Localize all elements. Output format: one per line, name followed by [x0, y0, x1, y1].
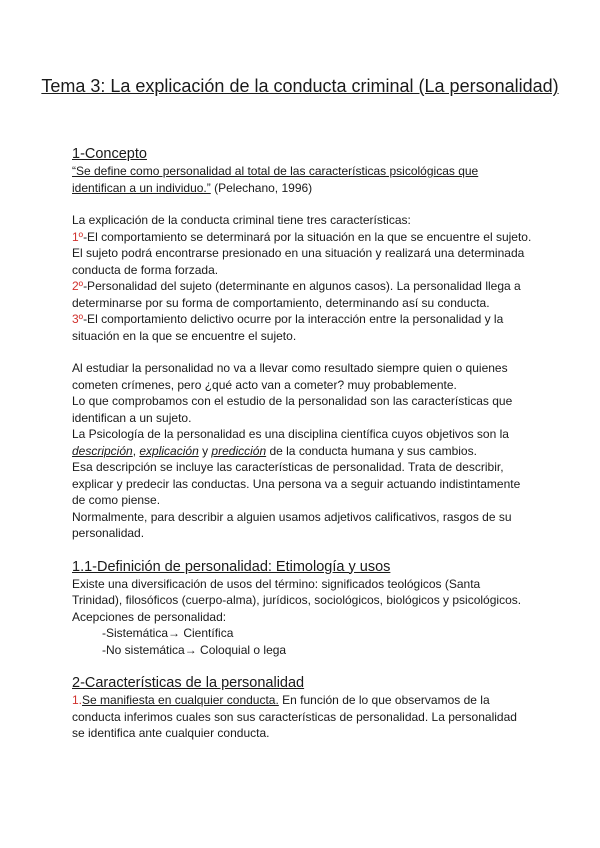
paragraph: Al estudiar la personalidad no va a llevar como resultado siempre quien o quienes cometen crímenes, pero ¿qué acto van a cometer? muy probablemente. — [72, 361, 508, 392]
definition-quote — [72, 163, 532, 196]
characteristic-item-1 — [72, 229, 532, 279]
characteristic-item-2 — [72, 278, 532, 311]
item-text: -El comportamiento delictivo ocurre por la interacción entre la personalidad y la situación en la que se encuentre el sujeto. — [72, 312, 504, 343]
paragraph: Lo que comprobamos con el estudio de la personalidad son las características que identifican a un sujeto. — [72, 394, 513, 425]
text-run: , — [132, 443, 140, 458]
paragraph: Existe una diversificación de usos del término: significados teológicos (Santa Trinidad), filosóficos (cuerpo-alma), jurídicos, sociológicos, biológicos y psicológicos. — [72, 576, 522, 607]
paragraph: Acepciones de personalidad: — [72, 609, 227, 624]
item-text: -Personalidad del sujeto (determinante en algunos casos). La personalidad llega a determinarse por su forma de comportamiento, determinando así su conducta. — [72, 279, 521, 310]
term-descripcion: descripción — [72, 443, 133, 458]
characteristic-item-3 — [72, 311, 532, 344]
term-explicacion: explicación — [139, 443, 199, 458]
text-run: y — [198, 443, 212, 458]
paragraph-objectives — [72, 426, 532, 459]
section-heading-concepto: 1-Concepto — [72, 146, 147, 162]
characteristic-paragraph — [72, 692, 532, 742]
item-number: 1º — [72, 229, 84, 244]
section-heading-caracteristicas: 2-Características de la personalidad — [72, 675, 305, 691]
item-number: 2º — [72, 279, 84, 293]
list-item: -No sistemática→ Coloquial o lega — [102, 642, 287, 657]
section-heading-definicion: 1.1-Definición de personalidad: Etimología y usos — [72, 558, 391, 575]
list-item: -Sistemática→ Científica — [102, 626, 234, 640]
document-body — [72, 145, 532, 742]
item-lead: Se manifiesta en cualquier conducta. — [82, 693, 279, 707]
citation: (Pelechano, 1996) — [210, 180, 313, 195]
quote-text: “Se define como personalidad al total de las características psicológicas que identifican a un individuo.” — [72, 164, 479, 195]
item-text: En función de lo que observamos de la conducta inferimos cuales son sus características de personalidad. La personalidad se identifica ante cualquier conducta. — [72, 693, 517, 740]
text-run: La Psicología de la personalidad es una disciplina científica cuyos objetivos son la — [72, 427, 509, 441]
item-number: 1. — [72, 693, 83, 707]
paragraph: Esa descripción se incluye las características de personalidad. Trata de describir, explicar y predecir las conductas. Una persona va a seguir actuando indistintamente de como piense. — [72, 460, 521, 507]
paragraph: Normalmente, para describir a alguien usamos adjetivos calificativos, rasgos de su personalidad. — [72, 509, 512, 540]
document-title: Tema 3: La explicación de la conducta criminal (La personalidad) — [41, 76, 559, 96]
item-text: -El comportamiento se determinará por la situación en la que se encuentre el sujeto. El sujeto podrá encontrarse presionado en una situación y realizará una determinada conducta de forma forzada. — [72, 229, 532, 277]
term-prediccion: predicción — [211, 443, 267, 458]
item-number: 3º — [72, 312, 84, 326]
text-run: de la conducta humana y sus cambios. — [266, 443, 477, 458]
intro-paragraph: La explicación de la conducta criminal tiene tres características: — [72, 213, 411, 227]
